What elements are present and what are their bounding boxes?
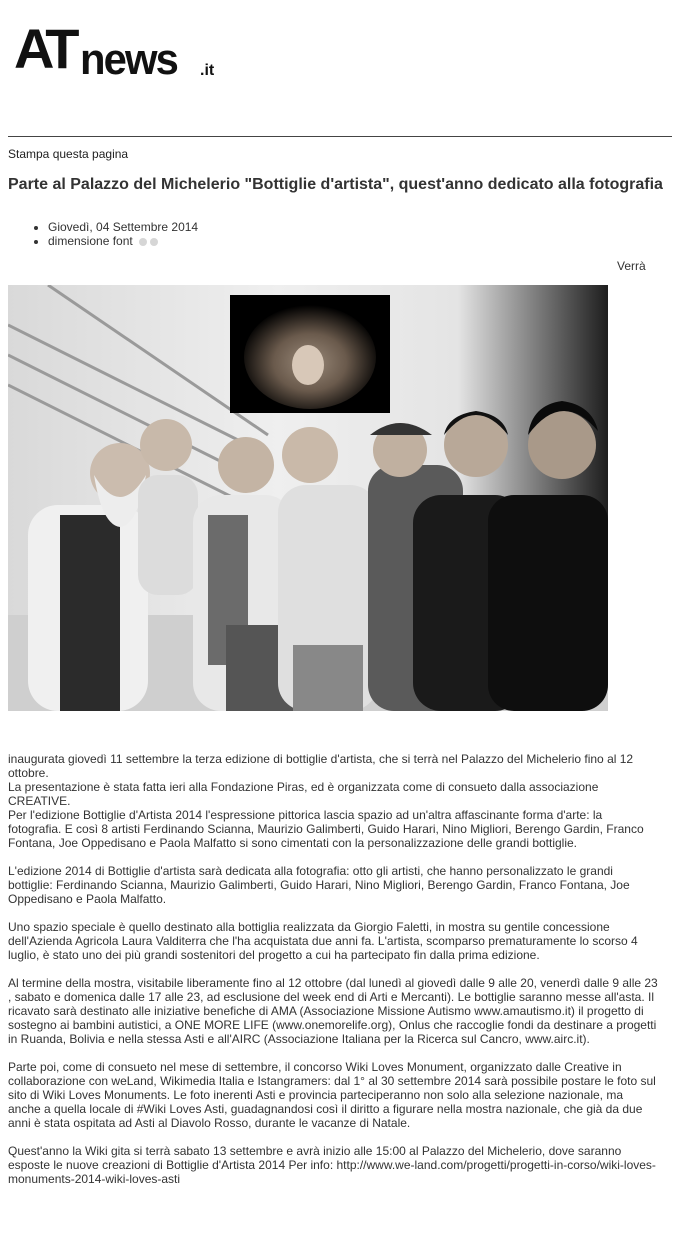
atnews-logo[interactable] — [14, 17, 215, 84]
font-size-control — [48, 234, 198, 249]
group-photo-illustration — [8, 285, 608, 711]
paragraph-spacer — [8, 850, 658, 864]
article-paragraph: Parte poi, come di consueto nel mese di settembre, il concorso Wiki Loves Monument, organizzato dalle Creative in collaborazione con weLand, Wikimedia Italia e Istangramers: dal 1° al 30 settembre 2014 sarà possibile postare le foto sul sito di Wiki Loves Monuments. Le foto inerenti Asti e provincia parteciperanno non solo alla selezione nazionale, ma anche a quella locale di #Wiki Loves Asti, guadagnandosi così il diritto a figurare nella mostra nazionale, che già da due anni è stata ospitata ad Asti al Diavolo Rosso, durante le vacanze di Natale. — [8, 1060, 656, 1130]
font-size-buttons — [139, 235, 161, 249]
article-meta — [32, 220, 198, 249]
logo-news: news — [80, 35, 177, 84]
paragraph-spacer — [8, 1130, 658, 1144]
logo-at: AT — [14, 17, 75, 80]
article-paragraph: La presentazione è stata fatta ieri alla Fondazione Piras, ed è organizzata come di consueto dalla associazione CREATIVE. — [8, 780, 599, 808]
article-photo — [8, 285, 608, 711]
article-body — [8, 752, 658, 1186]
paragraph-spacer — [8, 962, 658, 976]
article-paragraph: inaugurata giovedì 11 settembre la terza edizione di bottiglie d'artista, che si terrà nel Palazzo del Michelerio fino al 12 ottobre. — [8, 752, 634, 780]
article-date: • Giovedì, 04 Settembre 2014 — [48, 220, 198, 234]
font-decrease-icon[interactable] — [139, 238, 147, 246]
font-increase-icon[interactable] — [150, 238, 158, 246]
font-size-label: dimensione font — [48, 234, 133, 248]
header-divider — [8, 136, 672, 137]
paragraph-spacer — [8, 906, 658, 920]
print-page-link[interactable]: Stampa questa pagina — [8, 147, 129, 161]
verra-text: Verrà — [617, 259, 646, 273]
article-paragraph: Al termine della mostra, visitabile liberamente fino al 12 ottobre (dal lunedì al giovedì dalle 9 alle 20, venerdì dalle 9 alle 23 , sabato e domenica dalle 17 alle 23, ad esclusione del week end di Arti e Mercanti). Le bottiglie saranno messe all'asta. Il ricavato sarà destinato alle iniziative benefiche di AMA (Associazione Missione Autismo www.amautismo.it) il progetto di sostegno ai bambini autistici, a ONE MORE LIFE (www.onemorelife.org), Onlus che raccoglie fondi da destinare a progetti in Ruanda, Bolivia e nella stessa Asti e all'AIRC (Associazione Italiana per la Ricerca sul Cancro, www.airc.it). — [8, 976, 658, 1046]
logo-it: .it — [200, 62, 215, 79]
article-paragraph: Quest'anno la Wiki gita si terrà sabato 13 settembre e avrà inizio alle 15:00 al Palazzo del Michelerio, dove saranno esposte le nuove creazioni di Bottiglie d'Artista 2014 Per info: http://www.we-land.com/progetti/progetti-in-corso/wiki-loves-monuments-2014-wiki-loves-asti — [8, 1144, 656, 1186]
article-paragraph: Uno spazio speciale è quello destinato alla bottiglia realizzata da Giorgio Faletti, in mostra su gentile concessione dell'Azienda Agricola Laura Valditerra che l'ha acquistata due anni fa. L'artista, scomparso prematuramente lo scorso 4 luglio, è stato uno dei più grandi sostenitori del progetto a cui ha partecipato fin dalla prima edizione. — [8, 920, 638, 962]
article-title: Parte al Palazzo del Michelerio "Bottiglie d'artista", quest'anno dedicato alla fotografia — [8, 176, 663, 193]
article-paragraph: L'edizione 2014 di Bottiglie d'artista sarà dedicata alla fotografia: otto gli artisti, che hanno personalizzato le grandi bottiglie: Ferdinando Scianna, Maurizio Galimberti, Guido Harari, Nino Migliori, Berengo Gardin, Franco Fontana, Joe Oppedisano e Paola Malfatto. — [8, 864, 630, 906]
article-paragraph: Per l'edizione Bottiglie d'Artista 2014 l'espressione pittorica lascia spazio ad un'altra affascinante forma d'arte: la fotografia. E così 8 artisti Ferdinando Scianna, Maurizio Galimberti, Guido Harari, Nino Migliori, Berengo Gardin, Franco Fontana, Joe Oppedisano e Paola Malfatto si sono cimentati con la personalizzazione delle grandi bottiglie. — [8, 808, 644, 850]
paragraph-spacer — [8, 1046, 658, 1060]
